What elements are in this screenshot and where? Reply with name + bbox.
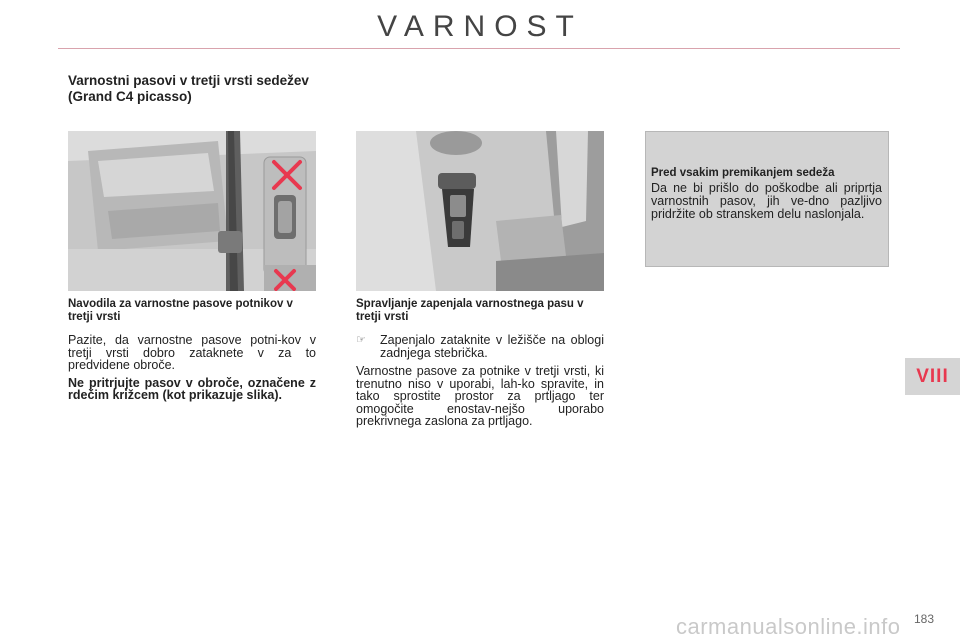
header-divider [58, 48, 900, 49]
page-title: VARNOST [377, 10, 583, 43]
watermark: carmanualsonline.info [676, 614, 901, 639]
bullet-text: Zapenjalo zataknite v ležišče na oblogi zadnjega stebrička. [380, 333, 604, 360]
chapter-tab: VIII [905, 358, 960, 395]
middle-column [356, 298, 604, 433]
section-title: Varnostni pasovi v tretji vrsti sedežev (Grand C4 picasso) [68, 73, 309, 104]
buckle-stowage-photo [356, 131, 604, 291]
seatbelt-rings-photo [68, 131, 316, 291]
left-column [68, 298, 316, 407]
left-column-heading: Navodila za varnostne pasove potnikov v tretji vrsti [68, 298, 293, 323]
note-body: Da ne bi prišlo do poškodbe ali priprtja varnostnih pasov, jih ve-dno pazljivo pridržite ob stranskem delu naslonjala. [651, 181, 882, 221]
middle-column-paragraph: Varnostne pasove za potnike v tretji vrsti, ki trenutno niso v uporabi, lah-ko spravite, in tako sprostite prostor za prtljago ter omogočite enostav-nejšo uporabo prekrivnega zaslona za prtljago. [356, 364, 604, 428]
instruction-bullet [356, 334, 604, 359]
note-heading: Pred vsakim premikanjem sedeža [651, 167, 835, 179]
left-column-paragraph: Pazite, da varnostne pasove potni-kov v tretji vrsti dobro zataknete v za to predvidene obroče. [68, 333, 316, 372]
page-number: 183 [914, 612, 935, 626]
left-column-warning: Ne pritrjujte pasov v obroče, označene z rdečim križcem (kot prikazuje slika). [68, 375, 316, 402]
pointing-hand-icon: ☞ [356, 334, 366, 346]
warning-note-box [645, 131, 889, 267]
middle-column-heading: Spravljanje zapenjala varnostnega pasu v tretji vrsti [356, 298, 584, 323]
